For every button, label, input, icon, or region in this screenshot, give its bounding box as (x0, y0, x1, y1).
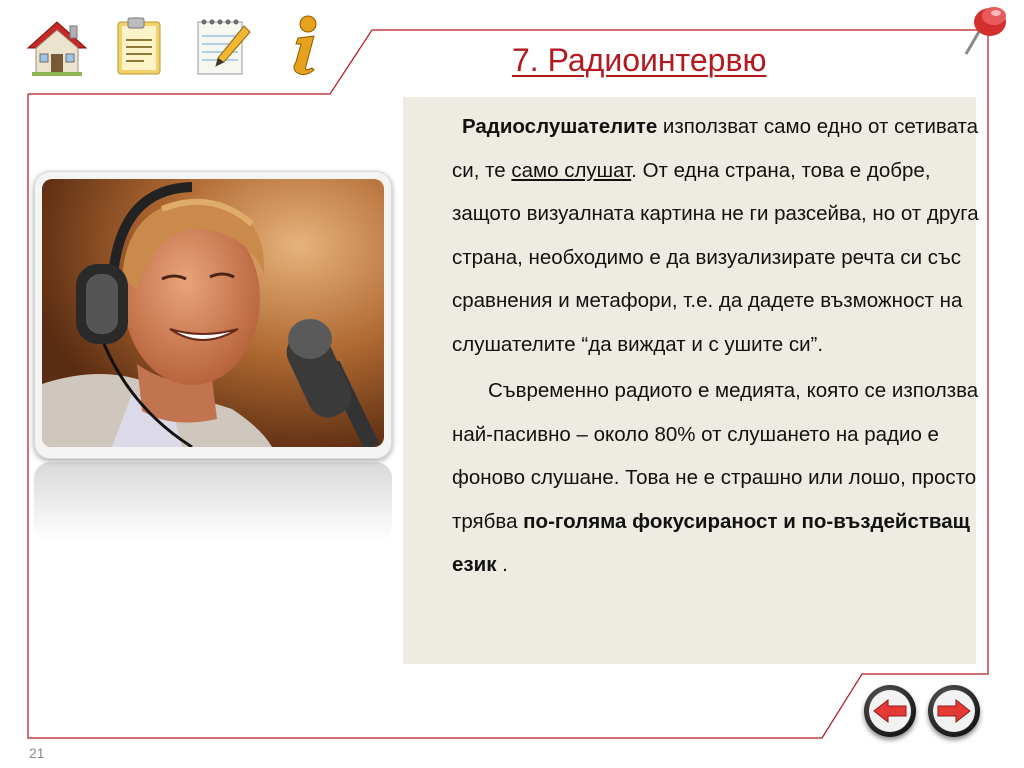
content-text (452, 105, 982, 587)
page-number: 21 (29, 745, 45, 761)
interviewee-photo (42, 179, 384, 447)
paragraph-1 (452, 105, 982, 366)
photo-frame (34, 171, 392, 459)
arrow-left-icon (872, 699, 908, 723)
info-icon[interactable] (286, 14, 326, 81)
paragraph-2-text-b: . (496, 553, 508, 576)
slide-title: 7. Радиоинтервю (512, 42, 767, 78)
paragraph-1-bold: Радиослушателите (462, 115, 658, 138)
paragraph-2 (452, 369, 982, 587)
paragraph-2-bold: по-голяма фокусираност и по-въздействащ език (452, 509, 970, 576)
paragraph-2-text-a: Съвременно радиото е медията, която се използва най-пасивно – около 80% от слушането на радио е фоново слушане. Това не е страшно или лошо, просто трябва (452, 379, 979, 533)
photo-reflection (34, 462, 392, 542)
next-button[interactable] (928, 685, 980, 737)
arrow-right-icon (936, 699, 972, 723)
pushpin-icon (958, 0, 1018, 63)
paragraph-1-text-b: . От една страна, това е добре, защото визуалната картина не ги разсейва, но от друга страна, необходимо е да визуализирате речта си със сравнения и метафори, т.е. да дадете възможност на слушателите “да виждат и с ушите си”. (452, 158, 979, 356)
previous-button[interactable] (864, 685, 916, 737)
paragraph-1-text-a: използват само едно от сетивата си, те (452, 115, 979, 182)
paragraph-1-underlined: само слушат (511, 158, 632, 182)
home-icon[interactable] (26, 18, 88, 83)
notepad-pencil-icon[interactable] (194, 14, 254, 83)
document-icon[interactable] (114, 16, 166, 83)
